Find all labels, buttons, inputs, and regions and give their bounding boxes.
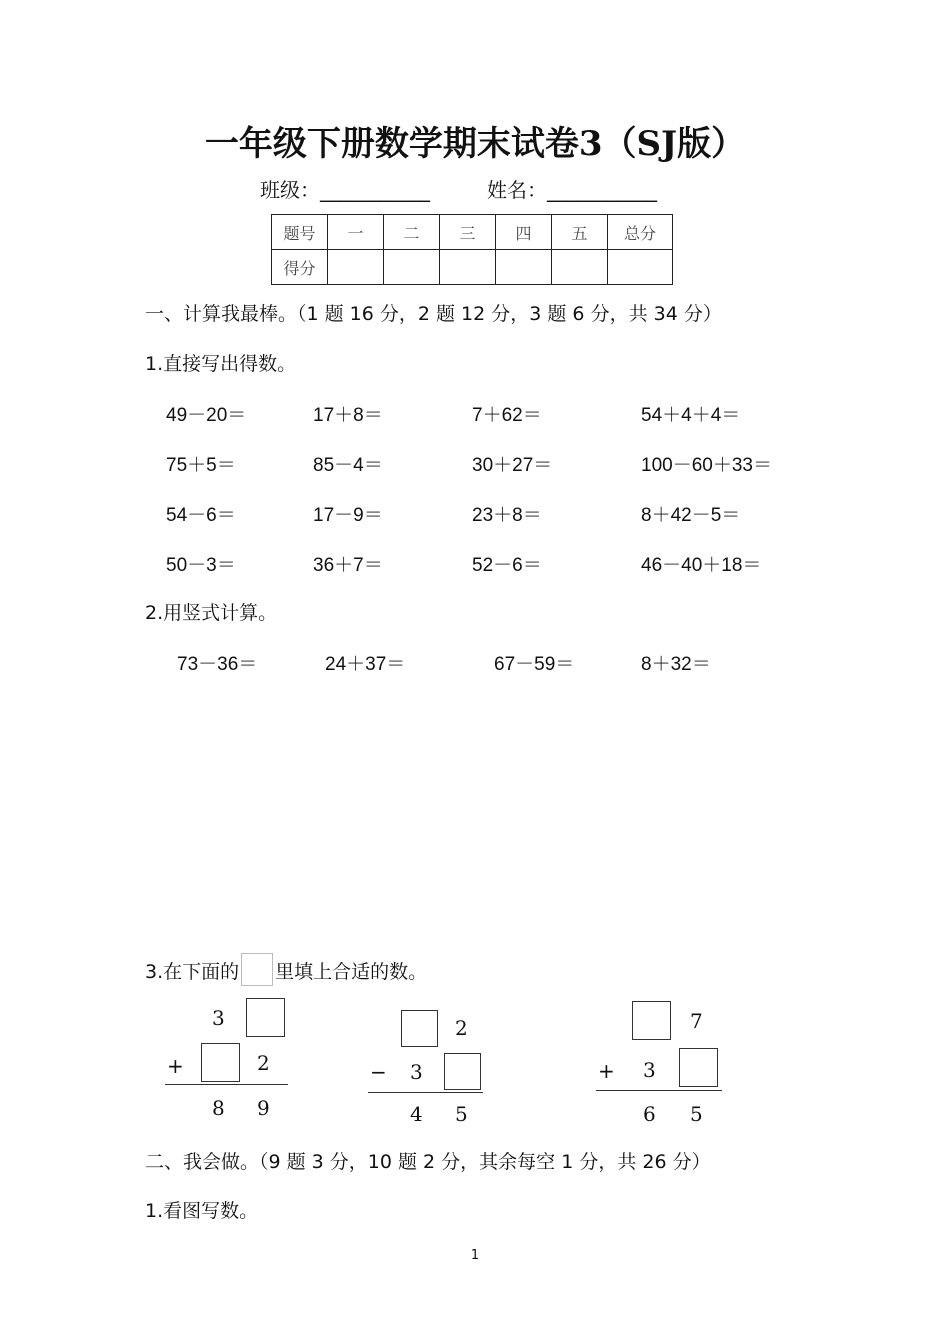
answer-box[interactable] [201, 1043, 240, 1082]
digit: 3 [212, 1006, 225, 1030]
exercise: 85－4＝ [313, 455, 383, 476]
score-cell-total[interactable] [608, 250, 673, 285]
exercise: 7＋62＝ [472, 405, 542, 426]
digit: 5 [455, 1102, 468, 1126]
digit: 6 [643, 1102, 656, 1126]
digit: 8 [212, 1096, 225, 1120]
score-cell[interactable] [440, 250, 496, 285]
vertical-exercise: 67－59＝ [494, 654, 575, 675]
question-1-1-label: 1.直接写出得数。 [145, 353, 297, 375]
answer-box[interactable] [246, 998, 285, 1037]
score-table-header-row [272, 215, 673, 250]
digit: 4 [410, 1102, 423, 1126]
digit: 3 [643, 1058, 656, 1082]
question-1-2-label: 2.用竖式计算。 [145, 602, 278, 624]
score-table-header-cell: 题号 [272, 215, 328, 250]
exercise: 100－60＋33＝ [641, 455, 772, 476]
score-table [271, 214, 673, 285]
score-table-header-cell: 四 [496, 215, 552, 250]
page-title: 一年级下册数学期末试卷3（SJ版） [204, 124, 746, 164]
difference-line [368, 1092, 483, 1093]
exercise: 52－6＝ [472, 555, 542, 576]
class-field[interactable]: 班级：___________ [260, 178, 430, 202]
score-table-score-row [272, 250, 673, 285]
answer-box[interactable] [401, 1010, 438, 1047]
score-table-header-cell: 三 [440, 215, 496, 250]
answer-box[interactable] [679, 1048, 718, 1087]
score-table-header-cell: 二 [384, 215, 440, 250]
blank-box-sample [241, 953, 273, 986]
digit: 5 [690, 1102, 703, 1126]
digit: 9 [257, 1096, 270, 1120]
digit: 2 [257, 1051, 270, 1075]
score-cell[interactable] [384, 250, 440, 285]
exercise: 50－3＝ [166, 555, 236, 576]
exercise: 54－6＝ [166, 505, 236, 526]
digit: 2 [455, 1016, 468, 1040]
score-cell[interactable] [328, 250, 384, 285]
exercise: 75＋5＝ [166, 455, 236, 476]
exercise: 49－20＝ [166, 405, 247, 426]
question-2-1-label: 1.看图写数。 [145, 1200, 259, 1222]
exercise: 23＋8＝ [472, 505, 542, 526]
exercise: 46－40＋18＝ [641, 555, 762, 576]
question-1-3-label-after: 里填上合适的数。 [275, 961, 428, 983]
score-table-header-cell: 五 [552, 215, 608, 250]
exercise: 17＋8＝ [313, 405, 383, 426]
score-cell[interactable] [496, 250, 552, 285]
plus-sign: + [167, 1054, 184, 1078]
score-table-header-cell: 总分 [608, 215, 673, 250]
answer-box[interactable] [632, 1001, 671, 1040]
score-cell[interactable] [552, 250, 608, 285]
exercise: 17－9＝ [313, 505, 383, 526]
exercise: 54＋4＋4＝ [641, 405, 741, 426]
question-1-3-label [145, 953, 427, 986]
exercise: 36＋7＝ [313, 555, 383, 576]
sum-line [596, 1090, 722, 1091]
answer-box[interactable] [444, 1053, 481, 1090]
exercise: 8＋42－5＝ [641, 505, 741, 526]
page-number: 1 [470, 1248, 480, 1263]
vertical-exercise: 24＋37＝ [325, 654, 406, 675]
score-row-label: 得分 [272, 250, 328, 285]
digit: 7 [690, 1009, 703, 1033]
score-table-header-cell: 一 [328, 215, 384, 250]
plus-sign: + [598, 1059, 615, 1083]
minus-sign: − [370, 1060, 387, 1084]
digit: 3 [410, 1060, 423, 1084]
vertical-exercise: 8＋32＝ [641, 654, 711, 675]
question-1-3-label-before: 3.在下面的 [145, 961, 240, 983]
vertical-exercise: 73－36＝ [177, 654, 258, 675]
sum-line [165, 1084, 288, 1085]
section-2-heading: 二、我会做。（9 题 3 分，10 题 2 分，其余每空 1 分，共 26 分） [145, 1151, 711, 1173]
exercise: 30＋27＝ [472, 455, 553, 476]
section-1-heading: 一、计算我最棒。（1 题 16 分，2 题 12 分，3 题 6 分，共 34 分） [145, 303, 722, 325]
name-field[interactable]: 姓名：___________ [487, 178, 657, 202]
